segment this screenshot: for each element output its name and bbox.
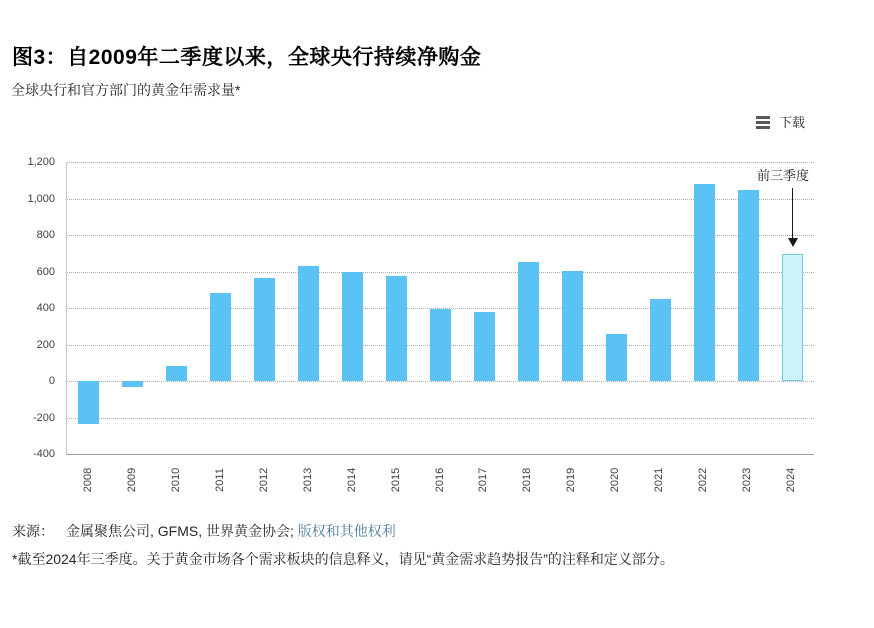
bar-2009[interactable] bbox=[122, 381, 143, 387]
gridline bbox=[67, 162, 814, 163]
x-tick-label: 2018 bbox=[521, 467, 534, 493]
bar-2021[interactable] bbox=[650, 299, 671, 381]
bar-2024-partial[interactable] bbox=[782, 254, 803, 381]
x-tick-label: 2021 bbox=[653, 467, 666, 493]
bar-2012[interactable] bbox=[254, 278, 275, 381]
y-tick-label: -400 bbox=[32, 448, 55, 460]
bar-2019[interactable] bbox=[562, 271, 583, 381]
x-tick-label: 2012 bbox=[257, 467, 270, 493]
download-button[interactable] bbox=[756, 112, 805, 131]
y-tick-label: 600 bbox=[36, 265, 55, 278]
annotation-arrow bbox=[792, 188, 793, 238]
footnote: *截至2024年三季度。关于黄金市场各个需求板块的信息释义，请见“黄金需求趋势报告”的注释和定义部分。 bbox=[12, 551, 674, 567]
y-tick-label: -200 bbox=[32, 411, 55, 424]
bar-2008[interactable] bbox=[78, 381, 99, 424]
annotation-label: 前三季度 bbox=[757, 168, 810, 183]
bar-2010[interactable] bbox=[166, 366, 187, 381]
x-tick-label: 2020 bbox=[609, 467, 622, 493]
x-tick-label: 2011 bbox=[213, 468, 226, 492]
x-tick-label: 2019 bbox=[565, 467, 578, 493]
x-tick-label: 2016 bbox=[433, 467, 446, 493]
bar-chart bbox=[0, 156, 874, 507]
x-axis bbox=[66, 455, 813, 507]
bar-2013[interactable] bbox=[298, 266, 319, 381]
bar-2023[interactable] bbox=[738, 190, 759, 381]
bar-2017[interactable] bbox=[474, 312, 495, 381]
x-tick-label: 2013 bbox=[301, 467, 314, 493]
y-tick-label: 400 bbox=[36, 302, 55, 314]
bar-2011[interactable] bbox=[210, 293, 231, 381]
y-tick-label: 1,000 bbox=[27, 192, 55, 205]
bar-2016[interactable] bbox=[430, 309, 451, 381]
source-line bbox=[12, 521, 396, 541]
gridline bbox=[67, 381, 814, 382]
download-label: 下载 bbox=[779, 115, 806, 130]
chart-title: 图3：自2009年二季度以来，全球央行持续净购金 bbox=[12, 46, 482, 70]
bar-2015[interactable] bbox=[386, 276, 407, 381]
source-text: 金属聚焦公司, GFMS, 世界黄金协会; bbox=[66, 523, 294, 539]
x-tick-label: 2024 bbox=[785, 467, 798, 493]
x-tick-label: 2010 bbox=[169, 467, 182, 493]
x-tick-label: 2022 bbox=[697, 467, 710, 493]
y-tick-label: 200 bbox=[36, 338, 55, 351]
x-tick-label: 2017 bbox=[477, 467, 490, 493]
bar-2014[interactable] bbox=[342, 272, 363, 382]
x-tick-label: 2009 bbox=[125, 467, 138, 493]
source-label: 来源： bbox=[12, 523, 54, 539]
bar-2020[interactable] bbox=[606, 334, 627, 381]
x-tick-label: 2023 bbox=[741, 467, 754, 493]
gridline bbox=[67, 418, 814, 419]
y-tick-label: 800 bbox=[36, 229, 55, 241]
chart-subtitle: 全球央行和官方部门的黄金年需求量* bbox=[11, 82, 241, 98]
x-tick-label: 2015 bbox=[389, 467, 402, 493]
bar-2022[interactable] bbox=[694, 184, 715, 381]
plot-area bbox=[66, 162, 814, 455]
y-axis bbox=[0, 156, 55, 460]
y-tick-label: 0 bbox=[48, 375, 55, 387]
download-menu-icon bbox=[756, 115, 770, 129]
copyright-link[interactable]: 版权和其他权利 bbox=[297, 523, 396, 539]
bar-2018[interactable] bbox=[518, 262, 539, 381]
x-tick-label: 2008 bbox=[81, 467, 94, 493]
y-tick-label: 1,200 bbox=[27, 156, 55, 168]
x-tick-label: 2014 bbox=[345, 467, 358, 493]
annotation-arrowhead-icon bbox=[788, 238, 798, 247]
